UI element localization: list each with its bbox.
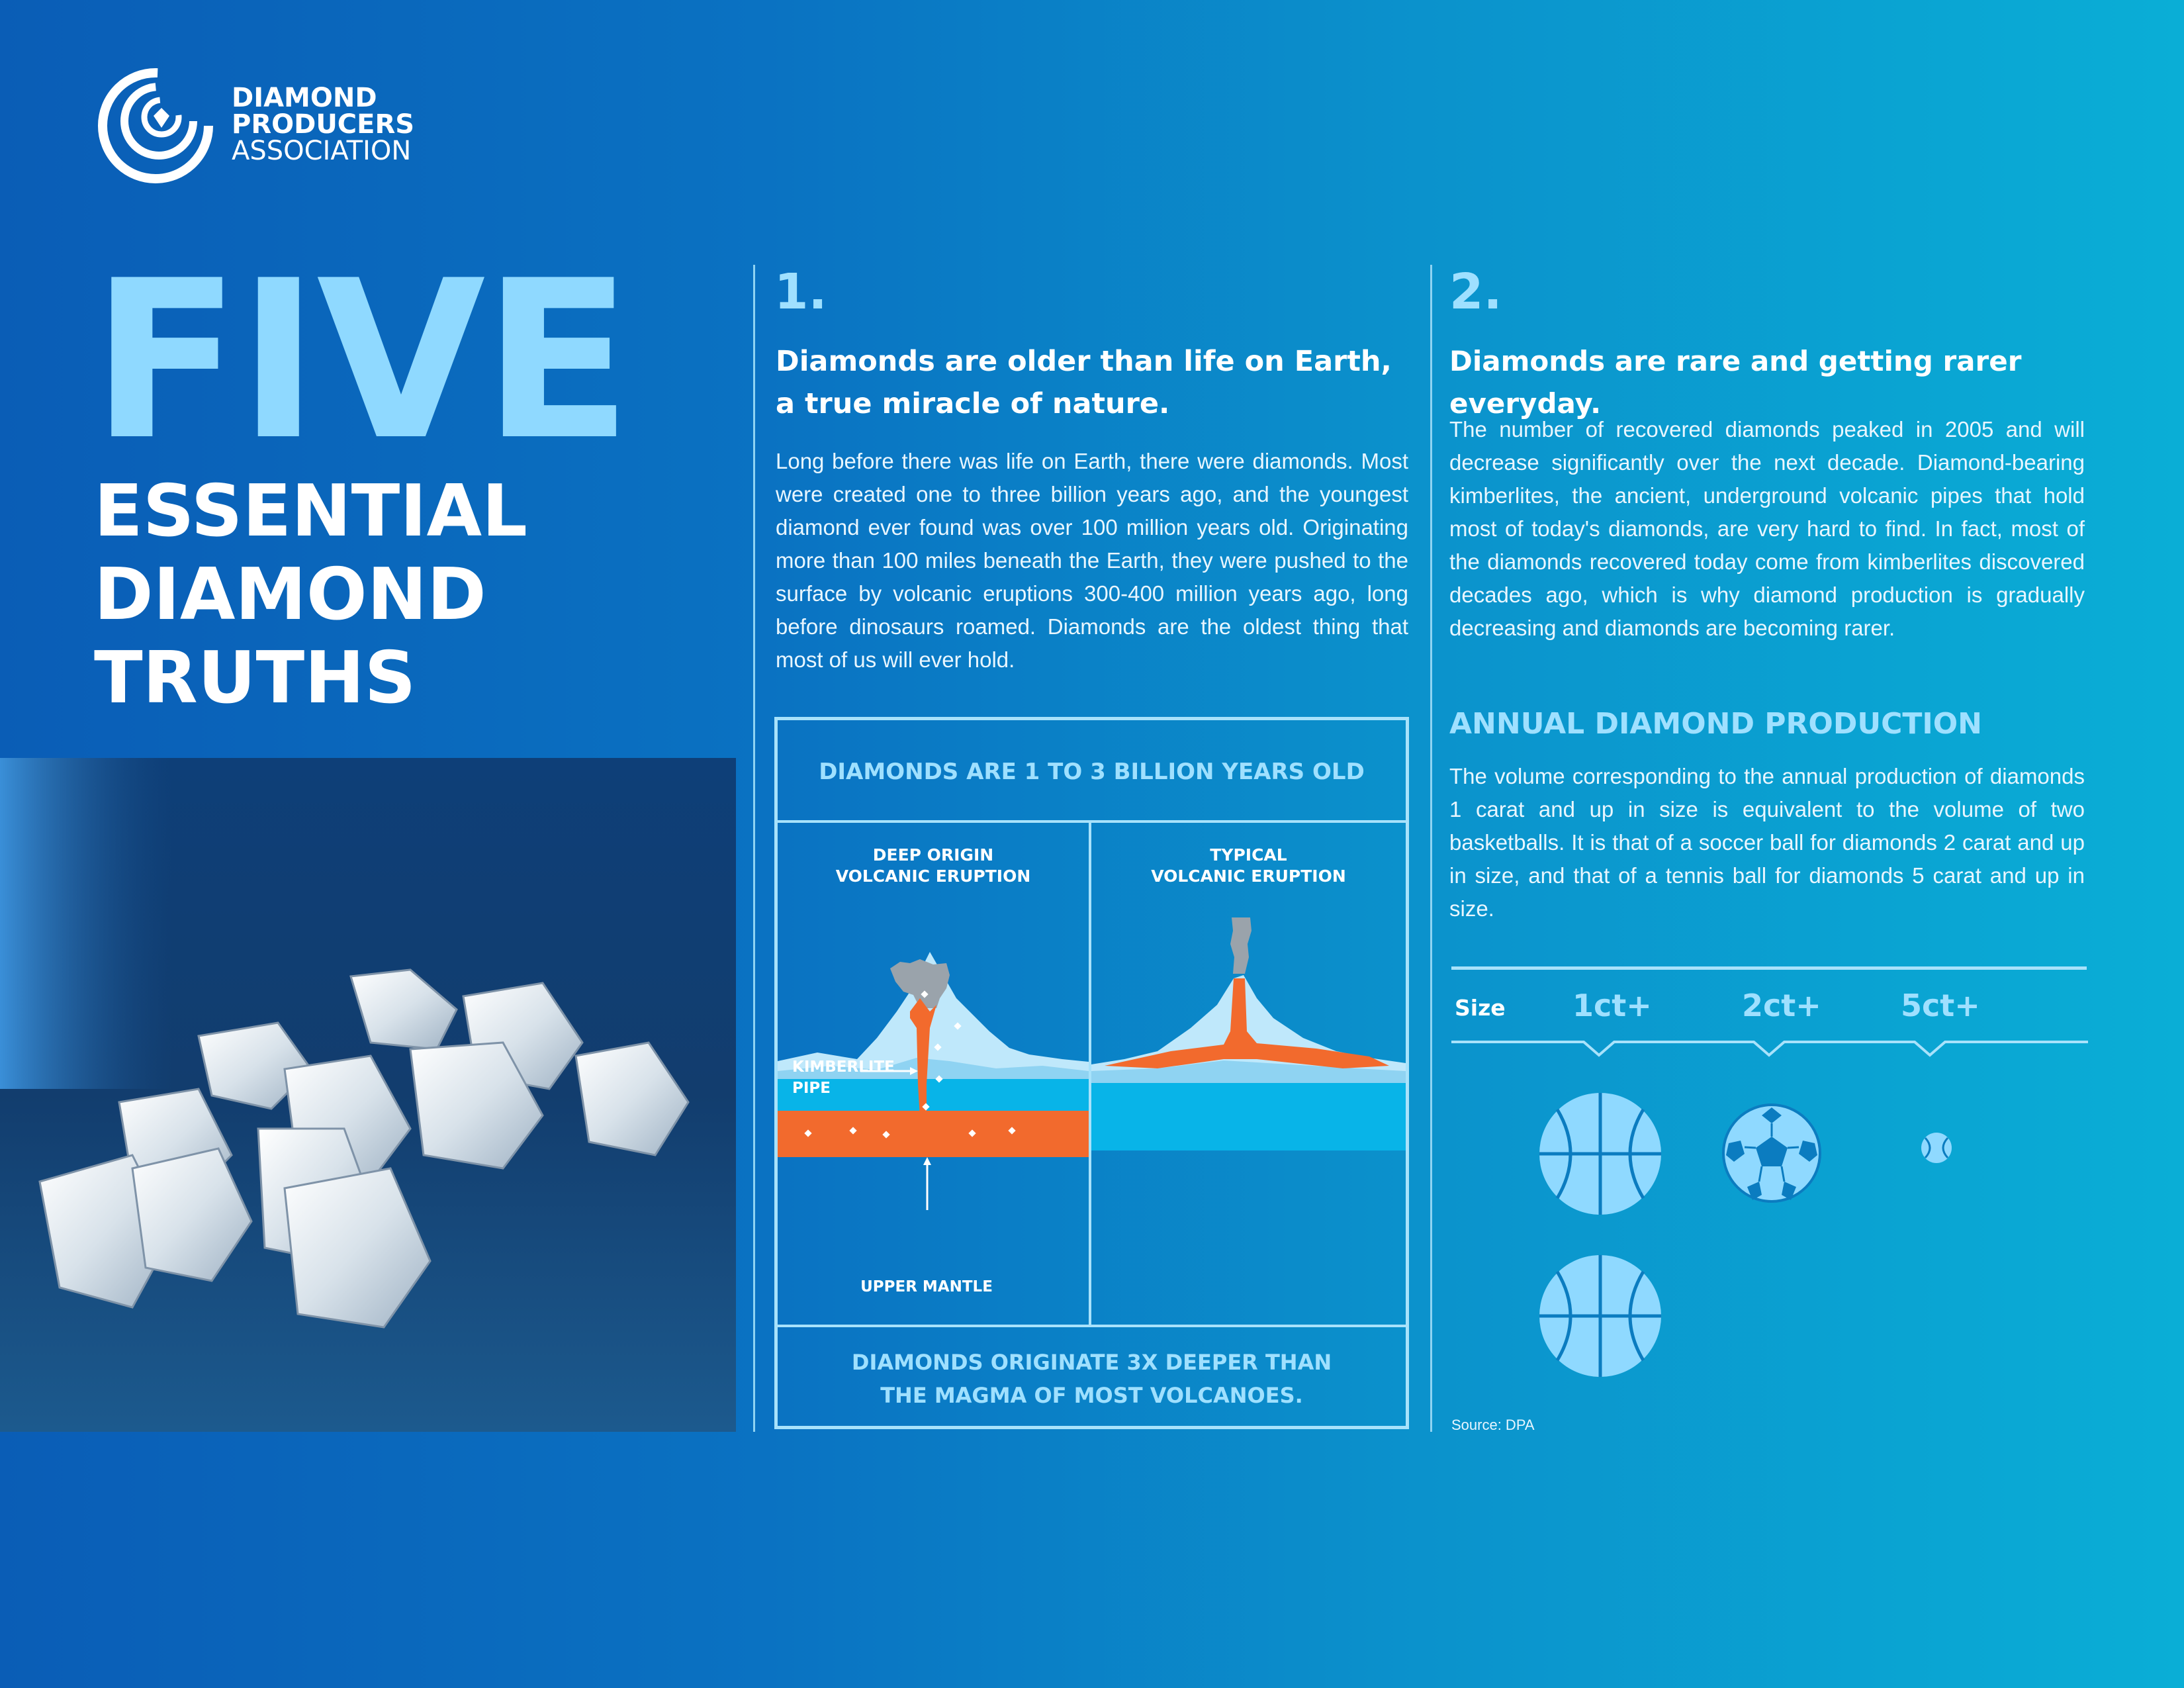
hero-line-1: ESSENTIAL [94,470,527,553]
column-divider-2 [1430,265,1432,1432]
deep-origin-line-2: VOLCANIC ERUPTION [835,867,1031,886]
truth-1-body: Long before there was life on Earth, there were diamonds. Most were created one to three billion years ago, and the youngest diamond ever found was over 100 million years old. Originating more than 100 miles beneath the Earth, they were pushed to the surface by volcanic eruptions 300-400 million years ago, long before dinosaurs roamed. Diamonds are the oldest thing that most of us will ever hold. [776,449,1408,672]
logo-swirl-icon [93,63,218,189]
kimberlite-pipe-label [792,1056,895,1099]
diagram-footer-line-1: DIAMONDS ORIGINATE 3X DEEPER THAN [851,1350,1332,1375]
diagram-footer-line-2: THE MAGMA OF MOST VOLCANOES. [880,1383,1303,1408]
hero-line-2: DIAMOND [94,553,486,636]
size-5ct: 5ct+ [1901,988,1980,1023]
upper-mantle-label: UPPER MANTLE [860,1278,993,1295]
basketball-icon-2 [1537,1253,1663,1379]
truth-1-number: 1. [774,263,827,320]
hero-line-3: TRUTHS [94,637,416,720]
diagram-bottom-rule [778,1325,1406,1327]
truth-1-heading [776,340,1411,425]
column-divider-1 [753,265,755,1432]
logo-line-3: ASSOCIATION [232,136,412,166]
annual-production-body: The volume corresponding to the annual production of diamonds 1 carat and up in size is equivalent to the volume of two basketballs. It is that of a soccer ball for diamonds 2 carat and up in size, and that of a tennis ball for diamonds 5 carat and up in size. [1449,764,2085,921]
truth-1-heading-line-1: Diamonds are older than life on Earth, [776,345,1392,378]
truth-1-heading-line-2: a true miracle of nature. [776,387,1170,420]
diagram-title: DIAMONDS ARE 1 TO 3 BILLION YEARS OLD [819,759,1365,785]
deep-origin-line-1: DEEP ORIGIN [872,845,994,865]
logo-line-1: DIAMOND [232,83,377,113]
hero-subtitle [94,470,527,720]
deep-origin-label [778,845,1089,887]
annual-production-title: ANNUAL DIAMOND PRODUCTION [1449,707,1982,741]
diagram-footer [778,1346,1406,1412]
eruption-diagram [774,717,1409,1429]
truth-2-body: The number of recovered diamonds peaked in 2005 and will decrease significantly over the next decade. Diamond-bearing kimberlites, the ancient, underground volcanic pipes that hold most of today's diamonds, are very hard to find. In fact, most of the diamonds recovered today come from kimberlites discovered decades ago, which is why diamond production is gradually decreasing and diamonds are becoming rarer. [1449,417,2085,640]
kimberlite-line-2: PIPE [792,1080,831,1097]
tennis-ball-icon [1920,1131,1953,1164]
typical-eruption-label [1091,845,1406,887]
size-label: Size [1455,995,1506,1021]
rough-diamonds-photo [0,758,736,1432]
soccer-ball-icon [1721,1102,1823,1204]
logo-line-2: PRODUCERS [232,109,415,140]
size-rule-bottom [1451,1033,2088,1059]
size-2ct: 2ct+ [1742,988,1821,1023]
diagram-top-rule [778,820,1406,823]
hero-five: FIVE [91,234,630,488]
source-note: Source: DPA [1451,1417,1535,1433]
size-1ct: 1ct+ [1572,988,1652,1023]
typical-line-2: VOLCANIC ERUPTION [1151,867,1346,886]
truth-2-number: 2. [1449,263,1502,320]
typical-line-1: TYPICAL [1210,845,1287,865]
typical-volcano-illustration [1091,912,1406,1223]
kimberlite-line-1: KIMBERLITE [792,1058,895,1076]
basketball-icon [1537,1091,1663,1217]
size-rule-top [1451,966,2087,970]
logo-wordmark [232,85,414,164]
truth-2-heading: Diamonds are rare and getting rarer everyday. [1449,345,2022,420]
